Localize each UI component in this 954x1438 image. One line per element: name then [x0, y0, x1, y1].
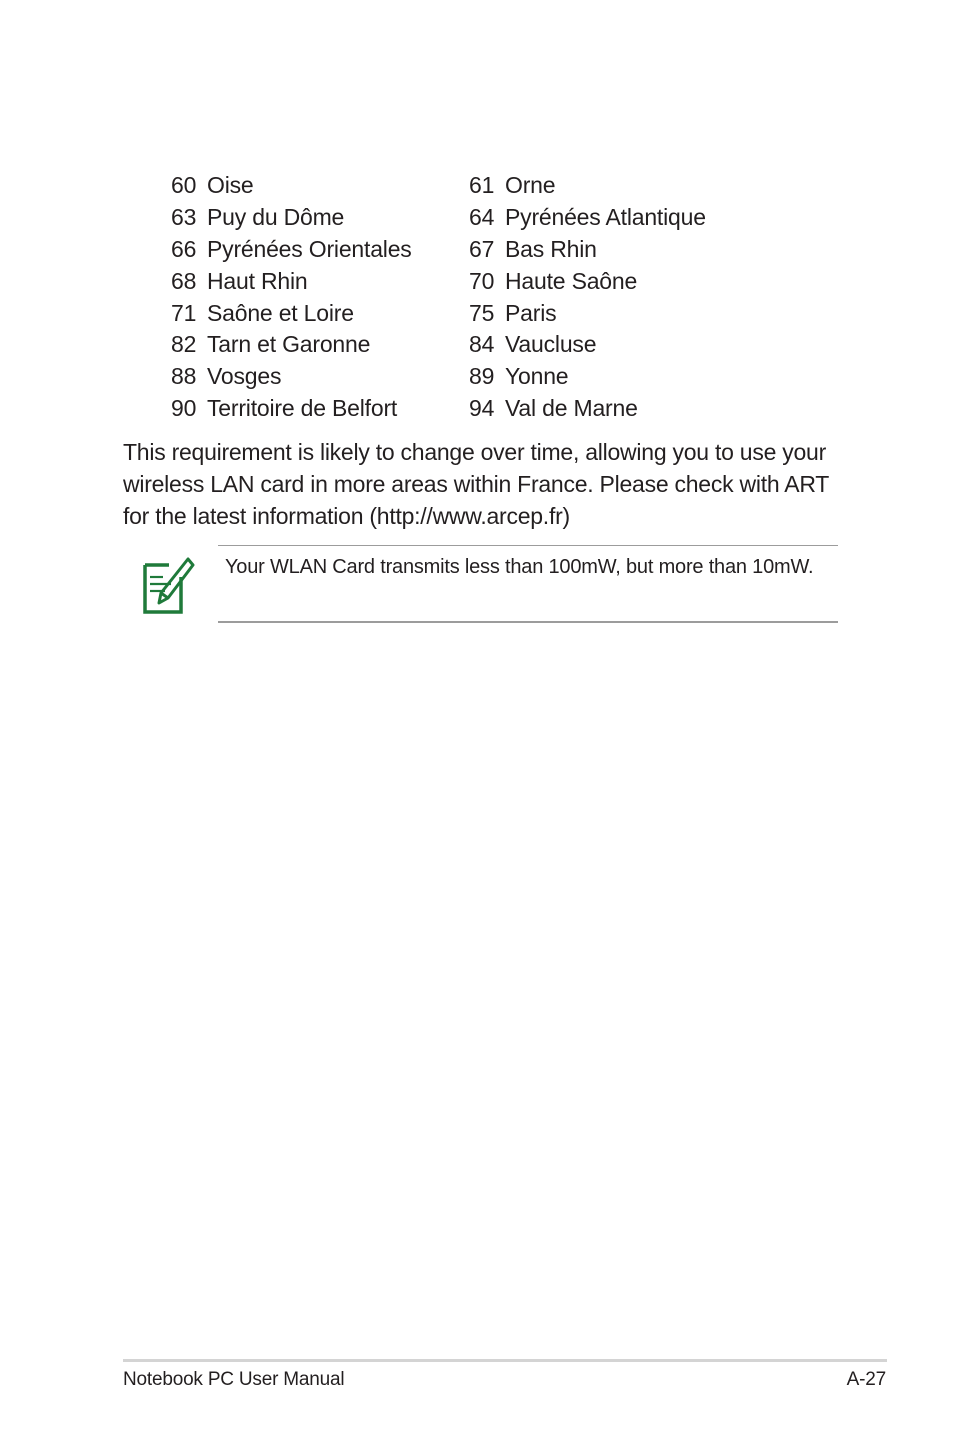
department-number: 66: [171, 235, 197, 262]
department-name: Saône et Loire: [207, 299, 354, 326]
department-number: 88: [171, 363, 197, 390]
list-item: [171, 234, 771, 266]
department-number: 82: [171, 331, 197, 358]
department-name: Territoire de Belfort: [207, 394, 398, 421]
department-name: Haute Saône: [505, 267, 638, 294]
department-name: Paris: [505, 299, 557, 326]
list-item: [171, 265, 771, 297]
department-name: Bas Rhin: [505, 235, 597, 262]
footer-title: Notebook PC User Manual: [123, 1369, 345, 1390]
department-number: 89: [469, 363, 495, 390]
department-name: Haut Rhin: [207, 267, 308, 294]
list-item: [171, 361, 771, 393]
department-number: 84: [469, 331, 495, 358]
department-number: 64: [469, 204, 495, 231]
list-item: [171, 393, 771, 425]
department-number: 94: [469, 394, 495, 421]
department-name: Pyrénées Atlantique: [505, 204, 706, 231]
department-number: 90: [171, 394, 197, 421]
list-item: [171, 329, 771, 361]
note-box: [218, 545, 838, 623]
department-number: 61: [469, 172, 495, 199]
department-number: 70: [469, 267, 495, 294]
department-name: Oise: [207, 172, 254, 199]
department-number: 60: [171, 172, 197, 199]
department-name: Orne: [505, 172, 556, 199]
department-name: Yonne: [505, 363, 569, 390]
department-name: Vosges: [207, 363, 282, 390]
department-number: 67: [469, 235, 495, 262]
department-name: Puy du Dôme: [207, 204, 345, 231]
list-item: [171, 297, 771, 329]
note-text: Your WLAN Card transmits less than 100mW, but more than 10mW.: [225, 556, 814, 578]
department-name: Val de Marne: [505, 394, 638, 421]
department-list: [171, 170, 771, 424]
department-number: 71: [171, 299, 197, 326]
list-item: [171, 202, 771, 234]
footer-divider: [123, 1359, 887, 1362]
note-icon: [141, 557, 195, 615]
department-name: Pyrénées Orientales: [207, 235, 412, 262]
body-paragraph: This requirement is likely to change over time, allowing you to use your wireless LAN card in more areas within France. Please check with ART for the latest information (http://www.arcep.fr): [123, 439, 829, 529]
department-name: Vaucluse: [505, 331, 597, 358]
list-item: [171, 170, 771, 202]
department-name: Tarn et Garonne: [207, 331, 371, 358]
page-number: A-27: [846, 1369, 886, 1390]
department-number: 75: [469, 299, 495, 326]
department-number: 68: [171, 267, 197, 294]
department-number: 63: [171, 204, 197, 231]
